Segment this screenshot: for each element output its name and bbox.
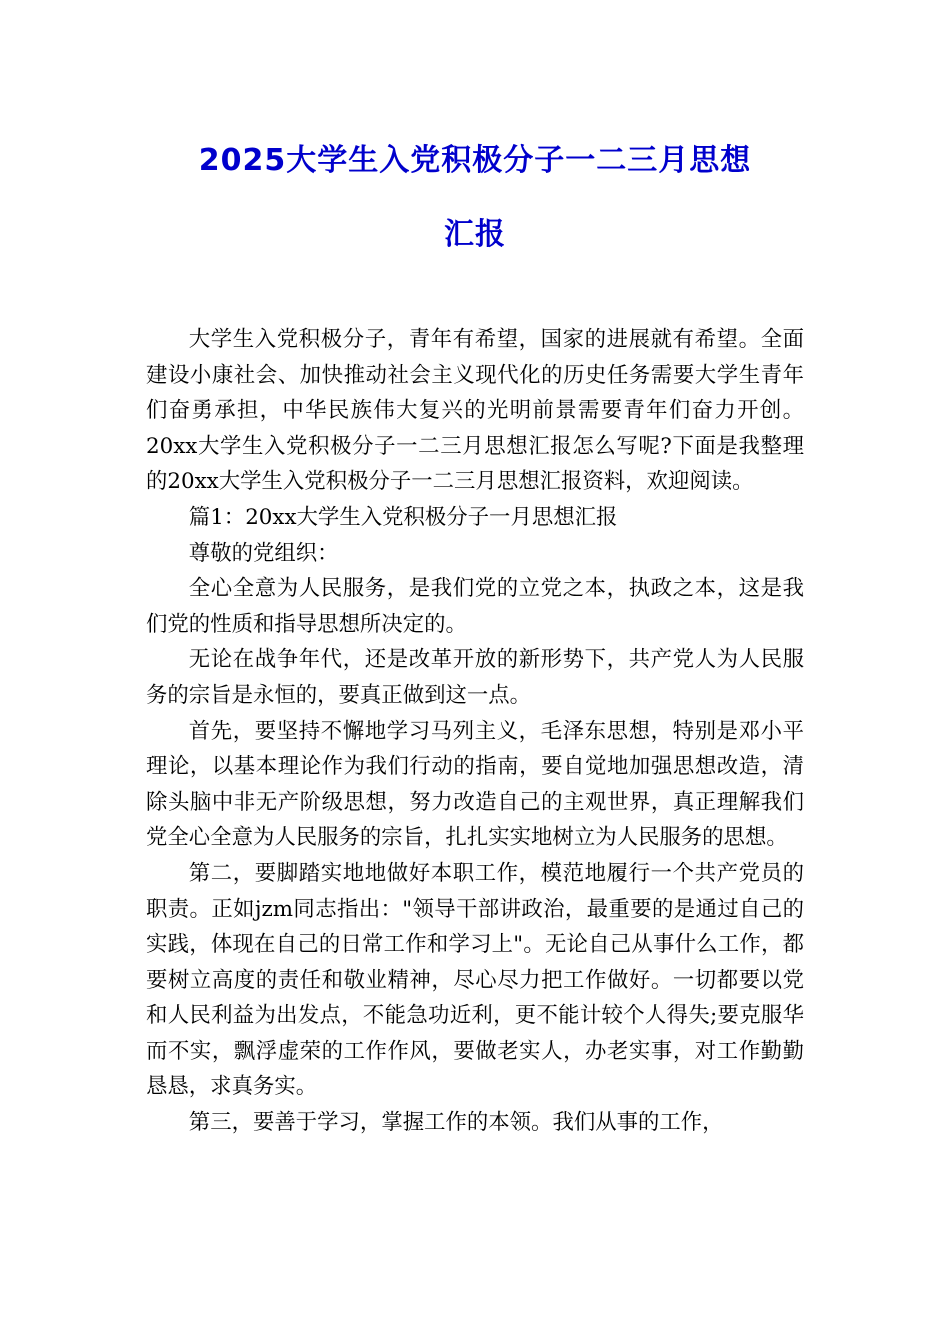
paragraph-intro: 大学生入党积极分子，青年有希望，国家的进展就有希望。全面建设小康社会、加快推动社会主义现代化的历史任务需要大学生青年们奋勇承担，中华民族伟大复兴的光明前景需要青年们奋力开创。20xx大学生入党积极分子一二三月思想汇报怎么写呢?下面是我整理的20xx大学生入党积极分子一二三月思想汇报资料，欢迎阅读。 bbox=[146, 327, 804, 495]
document-title-line-2: 汇报 bbox=[444, 217, 506, 252]
paragraph: 无论在战争年代，还是改革开放的新形势下，共产党人为人民服务的宗旨是永恒的，要真正做到这一点。 bbox=[146, 647, 804, 708]
paragraph: 首先，要坚持不懈地学习马列主义，毛泽东思想，特别是邓小平理论，以基本理论作为我们行动的指南，要自觉地加强思想改造，清除头脑中非无产阶级思想，努力改造自己的主观世界，真正理解我们党全心全意为人民服务的宗旨，扎扎实实地树立为人民服务的思想。 bbox=[146, 718, 804, 851]
document-body bbox=[146, 322, 804, 1141]
document-title-line-1: 2025大学生入党积极分子一二三月思想 bbox=[198, 143, 752, 178]
paragraph: 全心全意为人民服务，是我们党的立党之本，执政之本，这是我们党的性质和指导思想所决定的。 bbox=[146, 576, 804, 637]
salutation: 尊敬的党组织： bbox=[188, 540, 339, 566]
section-heading: 篇1：20xx大学生入党积极分子一月思想汇报 bbox=[188, 504, 618, 530]
document-title bbox=[146, 0, 804, 272]
paragraph: 第二，要脚踏实地地做好本职工作，模范地履行一个共产党员的职责。正如jzm同志指出："领导干部讲政治，最重要的是通过自己的实践，体现在自己的日常工作和学习上"。无论自己从事什么工作，都要树立高度的责任和敬业精神，尽心尽力把工作做好。一切都要以党和人民利益为出发点，不能急功近利，更不能计较个人得失;要克服华而不实，飘浮虚荣的工作作风，要做老实人，办老实事，对工作勤勤恳恳，求真务实。 bbox=[146, 860, 804, 1100]
paragraph: 第三，要善于学习，掌握工作的本领。我们从事的工作， bbox=[188, 1110, 724, 1136]
